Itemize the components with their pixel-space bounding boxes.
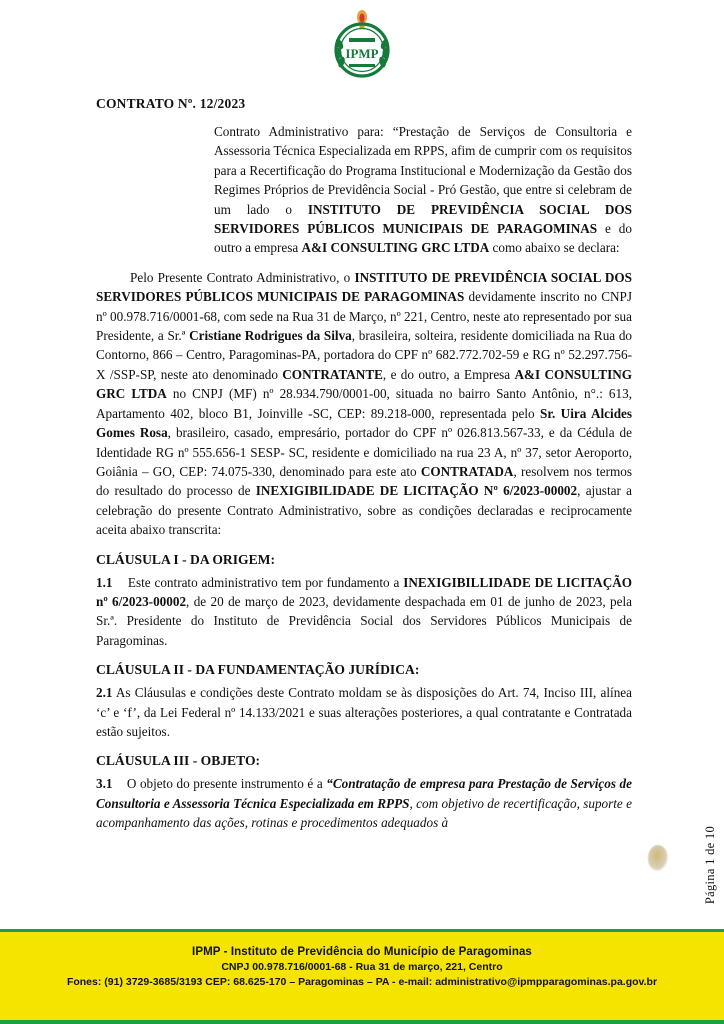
preamble-bold-contratante: INSTITUTO DE PREVIDÊNCIA SOCIAL DOS SERVIDORES PÚBLICOS MUNICIPAIS DE PARAGOMINAS [214, 201, 632, 237]
clause-2-number: 2.1 [96, 685, 113, 701]
parties-text-f: no CNPJ (MF) nº 28.934.790/0001-00, situada no bairro Santo Antônio, n°.: 613, Apartamento 402, bloco B1, Joinville -SC, CEP: 89.218-000, representada pelo [96, 386, 633, 421]
preamble-paragraph [214, 122, 632, 258]
parties-bold-2: Cristiane Rodrigues da Silva [189, 328, 352, 344]
parties-bold-6: CONTRATADA [420, 463, 514, 479]
contract-number: CONTRATO Nº. 12/2023 [96, 96, 246, 111]
clause-3-italic: , com objetivo de recertificação, suporte e acompanhamento das ações, rotinas e procedimentos adequados à [96, 795, 633, 831]
preamble-bold-contratada: A&I CONSULTING GRC LTDA [301, 240, 490, 256]
parties-text-a: Pelo Presente Contrato Administrativo, o [130, 269, 355, 285]
parties-bold-1: INSTITUTO DE PREVIDÊNCIA SOCIAL DOS SERVIDORES PÚBLICOS MUNICIPAIS DE PARAGOMINAS [96, 269, 632, 305]
document-content [96, 96, 632, 837]
logo-icon [325, 8, 399, 82]
logo-text: IPMP [345, 46, 379, 61]
clause-3-body [96, 774, 632, 832]
parties-bold-4: A&I CONSULTING GRC LTDA [96, 366, 632, 402]
clause-1-number: 1.1 [96, 574, 113, 590]
preamble-text-2: e do outro a empresa [214, 221, 632, 256]
ipmp-logo [0, 8, 724, 84]
parties-bold-7: INEXIGIBILIDADE DE LICITAÇÃO Nº 6/2023-00002 [255, 483, 578, 499]
clause-1-text-a: Este contrato administrativo tem por fundamento a [127, 574, 404, 590]
footer-line-3: Fones: (91) 3729-3685/3193 CEP: 68.625-170 – Paragominas – PA - e-mail: administrativo@ipmpparagominas.pa.gov.br [66, 976, 658, 988]
parties-paragraph [96, 268, 632, 540]
parties-text-g: , brasileiro, casado, empresário, portador do CPF nº 026.813.567-33, e da Cédula de Identidade RG nº 555.656-1 SESP- SC, residente e domiciliado na rua 23 A, nº 37, setor Aeroporto, Goiânia – GO, CEP: 74.075-330, denominado para este ato [96, 425, 632, 479]
page-marker: Página 1 de 10 [703, 825, 717, 904]
clause-1-heading: CLÁUSULA I - DA ORIGEM: [96, 551, 276, 567]
clause-2-text-a: As Cláusulas e condições deste Contrato moldam se às disposições do Art. 74, Inciso III, alínea ‘c’ e ‘f’, da Lei Federal nº 14.133/2021 e suas alterações posteriores, a qual contratante e Contratada estão sujeitos. [96, 685, 632, 739]
parties-bold-5: Sr. Uira Alcides Gomes Rosa [96, 405, 633, 441]
clause-1-body [96, 573, 632, 651]
clause-2-heading: CLÁUSULA II - DA FUNDAMENTAÇÃO JURÍDICA: [96, 662, 420, 678]
parties-text-d: , brasileira, solteira, residente domiciliada na Rua do Contorno, 866 – Centro, Paragominas-PA, portadora do CPF nº 682.772.702-59 e RG nº 52.297.756-X /SSP-SP, neste ato denominado [96, 328, 633, 382]
footer-line-1: IPMP - Instituto de Previdência do Município de Paragominas [192, 946, 532, 958]
clause-2-body [96, 683, 632, 741]
parties-bold-3: CONTRATANTE [282, 366, 383, 382]
footer-line-2: CNPJ 00.978.716/0001-68 - Rua 31 de março, 221, Centro [221, 961, 503, 973]
page-footer [0, 929, 724, 1024]
clause-3-bold-italic: “Contratação de empresa para Prestação de Serviços de Consultoria e Assessoria Técnica Especializada em RPPS [96, 776, 632, 811]
clause-1-bold: INEXIGIBILLIDADE DE LICITAÇÃO nº 6/2023-00002 [96, 574, 632, 609]
parties-text-h: , resolvem nos termos do resultado do processo de [96, 463, 632, 499]
clause-3-text-a: O objeto do presente instrumento é a [126, 776, 327, 792]
parties-text-e: , e do outro, a Empresa [382, 366, 515, 382]
preamble-text-3: como abaixo se declara: [489, 240, 620, 256]
preamble-text-1: Contrato Administrativo para: “Prestação de Serviços de Consultoria e Assessoria Técnica Especializada em RPPS, afim de cumprir com os requisitos para a Recertificação do Programa Institucional e Modernização da Gestão dos Regimes Próprios de Previdência Social - Pró Gestão, que entre si celebram de um lado o [214, 124, 632, 217]
footer-accent-bar [0, 1020, 724, 1024]
clause-3-heading: CLÁUSULA III - OBJETO: [96, 753, 261, 769]
clause-1-text-b: , de 20 de março de 2023, devidamente despachada em 01 de junho de 2023, pela Sr.ª. Presidente do Instituto de Previdência Social dos Servidores Públicos Municipais de Paragominas. [96, 593, 632, 648]
parties-text-c: devidamente inscrito no CNPJ nº 00.978.716/0001-68, com sede na Rua 31 de Março, nº 221, Centro, neste ato representado por sua Presidente, a Sr.ª [96, 289, 632, 344]
stamp-smudge [648, 845, 668, 871]
parties-text-i: , ajustar a celebração do presente Contrato Administrativo, sobre as condições declaradas e reciprocamente aceita abaixo transcrita: [96, 483, 632, 538]
clause-3-number: 3.1 [96, 776, 113, 792]
